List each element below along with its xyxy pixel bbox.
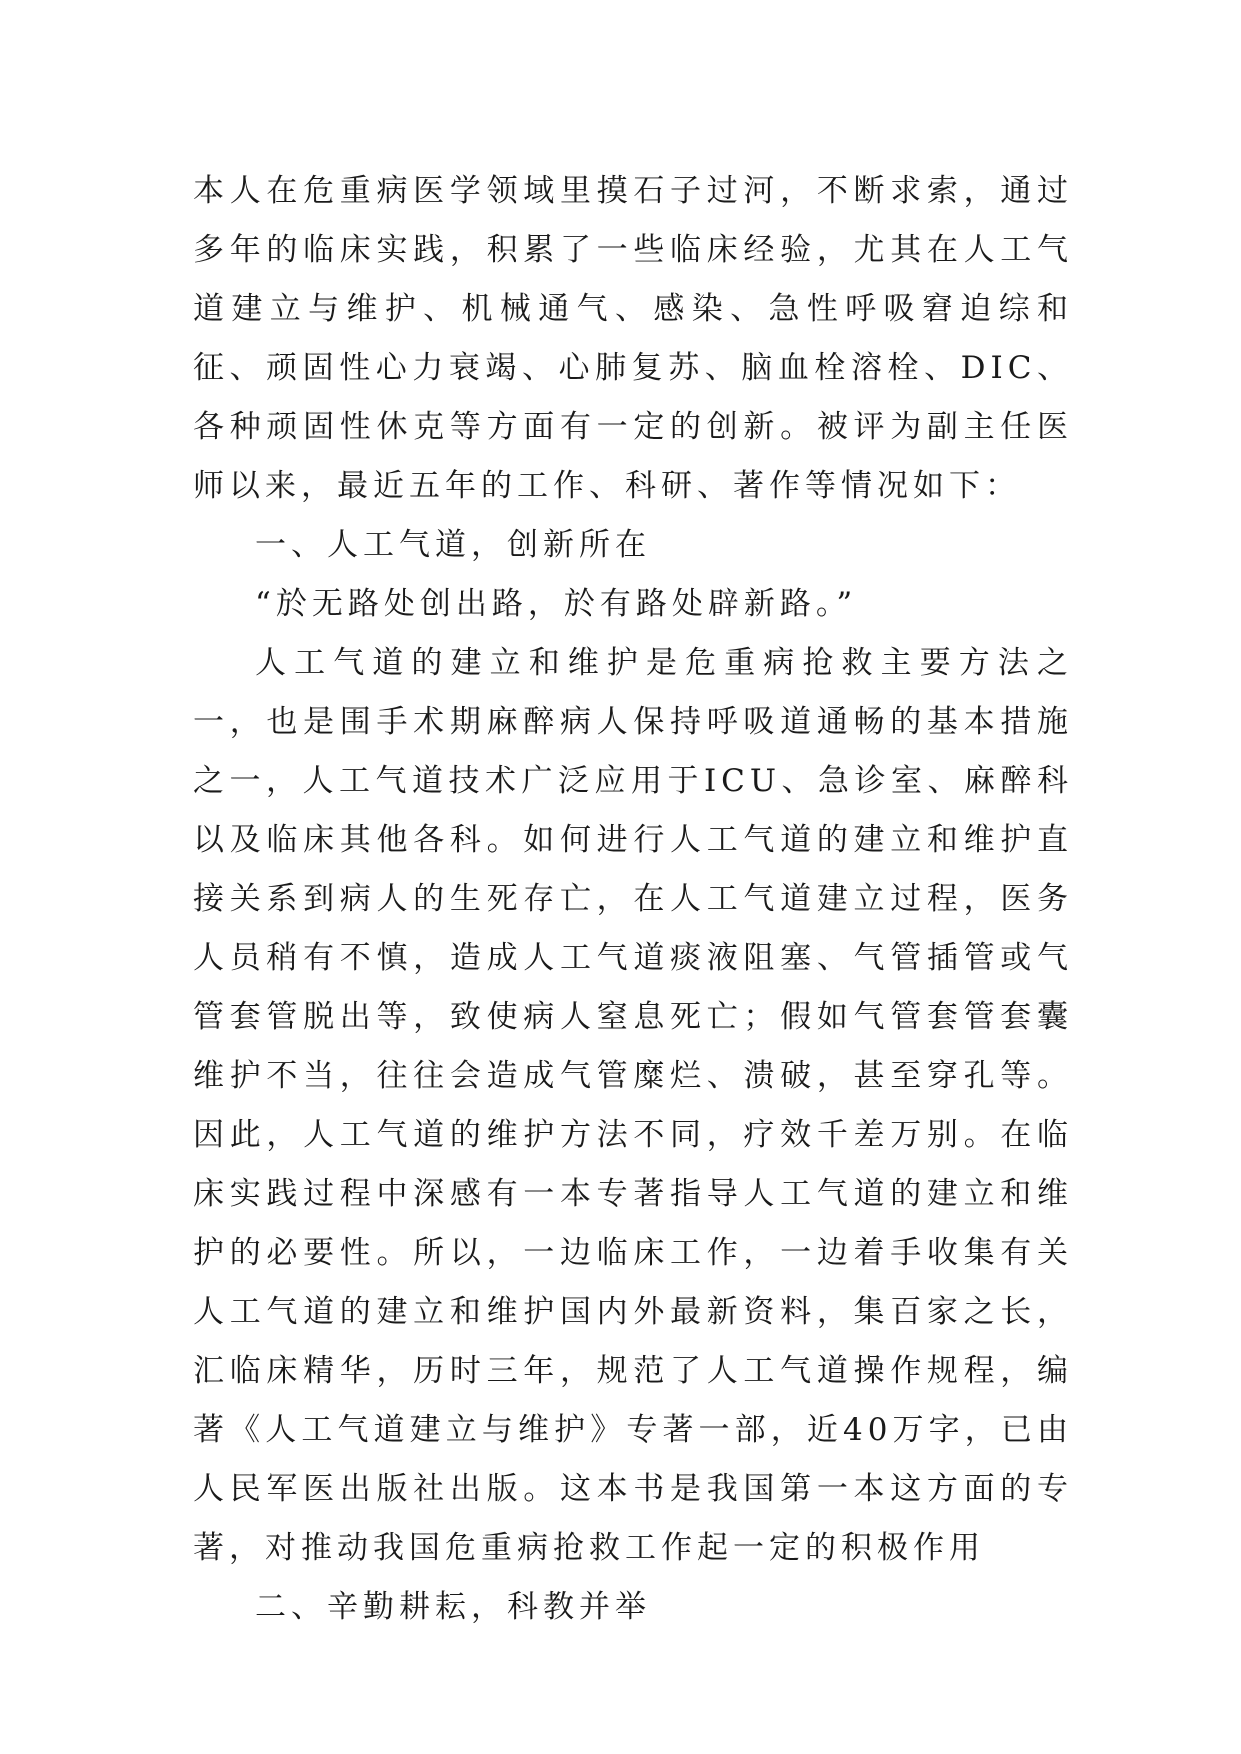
intro-paragraph: 本人在危重病医学领域里摸石子过河，不断求索，通过多年的临床实践，积累了一些临床经验，尤其在人工气道建立与维护、机械通气、感染、急性呼吸窘迫综和征、顽固性心力衰竭、心肺复苏、脑血栓溶栓、DIC、各种顽固性休克等方面有一定的创新。被评为副主任医师以来，最近五年的工作、科研、著作等情况如下： (193, 173, 1073, 504)
section-heading-2: 二、辛勤耕耘，科教并举 (255, 1589, 651, 1625)
body-paragraph-artificial-airway: 人工气道的建立和维护是危重病抢救主要方法之一，也是围手术期麻醉病人保持呼吸道通畅的基本措施之一，人工气道技术广泛应用于ICU、急诊室、麻醉科以及临床其他各科。如何进行人工气道的建立和维护直接关系到病人的生死存亡，在人工气道建立过程，医务人员稍有不慎，造成人工气道痰液阻塞、气管插管或气管套管脱出等，致使病人窒息死亡；假如气管套管套囊维护不当，往往会造成气管糜烂、溃破，甚至穿孔等。因此，人工气道的维护方法不同，疗效千差万别。在临床实践过程中深感有一本专著指导人工气道的建立和维护的必要性。所以，一边临床工作，一边着手收集有关人工气道的建立和维护国内外最新资料，集百家之长，汇临床精华，历时三年，规范了人工气道操作规程，编著《人工气道建立与维护》专著一部，近40万字，已由人民军医出版社出版。这本书是我国第一本这方面的专著，对推动我国危重病抢救工作起一定的积极作用 (193, 645, 1073, 1566)
quote-paragraph: “於无路处创出路，於有路处辟新路。” (255, 586, 858, 622)
section-heading-1: 一、人工气道，创新所在 (255, 527, 651, 563)
document-body (193, 162, 1073, 1637)
